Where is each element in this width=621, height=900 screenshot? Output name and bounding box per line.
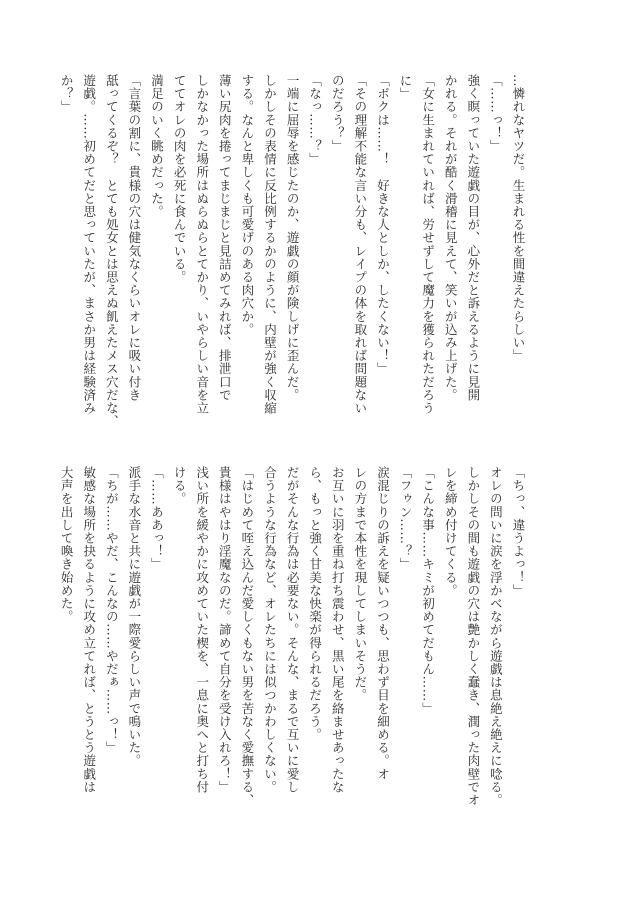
text-line: 大声を出して喚き始めた。 <box>59 466 75 624</box>
text-line: 合うような行為など、オレたちには似つかわしくない。 <box>262 466 278 794</box>
text-line: 浅い所を緩やかに攻めていた楔を、一息に奥へと打ち付 <box>194 466 210 794</box>
text-line: 舐ってくるぞ？ とても処女とは思えぬ飢えたメス穴だな、 <box>104 74 120 428</box>
text-line: しかしその間も遊戯の穴は艶かしく蠢き、潤った肉壁でオ <box>465 466 481 807</box>
text-line: しかしその表情に反比例するかのように、内壁が強く収縮 <box>262 74 278 415</box>
text-line: かれる。それが酷く滑稽に見えて、笑いが込み上げた。 <box>443 74 459 402</box>
text-line: レを締め付けてくる。 <box>443 466 459 597</box>
text-line: ら、もっと強く甘美な快楽が得られるだろう。 <box>307 466 323 742</box>
text-line: 「女に生まれていれば、労せずして魔力を獲られただろう <box>420 74 436 415</box>
text-line: レの方まで本性を現してしまいそうだ。 <box>352 466 368 702</box>
text-line: オレの問いに涙を浮かべながら遊戯は息絶え絶えに唸る。 <box>488 466 504 807</box>
text-line: 「ちっ、違うよっ！」 <box>511 466 526 597</box>
text-line: 「フゥン……？」 <box>398 466 414 571</box>
text-line: ける。 <box>172 466 188 506</box>
text-line: 「ボクは……！ 好きな人としか、したくない！」 <box>375 74 391 376</box>
text-line: 薄い尻肉を捲ってまじまじと見詰めてみれば、排泄口で <box>217 74 233 402</box>
text-line: 遊戯。……初めてだと思っていたが、まさか男は経験済み <box>81 74 97 415</box>
text-line: に」 <box>398 74 414 101</box>
text-line: …憐れなヤツだ。生まれる性を間違えたらしい」 <box>511 74 526 363</box>
text-line: 「……っ！」 <box>488 74 504 153</box>
text-line: 「ちが……やだ、こんなの……やだぁ……っ！」 <box>104 466 120 755</box>
text-line: しかなかった場所はぬらぬらとてかり、いやらしい音を立 <box>194 74 210 415</box>
text-line: 「こんな事……キミが初めてだもん……」 <box>420 466 436 715</box>
text-line: 「……ああっ！」 <box>149 466 165 571</box>
text-line: 涙混じりの訴えを疑いつつも、思わず目を細める。オ <box>375 466 391 781</box>
text-line: 満足のいく眺めだった。 <box>149 74 165 219</box>
text-line: か？」 <box>59 74 75 114</box>
text-line: 「その理解不能な言い分も、レイプの体を取れば問題ない <box>352 74 368 415</box>
text-line: 敏感な場所を抉るように攻め立てれば、とうとう遊戯は <box>81 466 97 794</box>
text-line: する。なんと卑しくも可愛げのある肉穴か。 <box>239 74 255 336</box>
text-block-top <box>55 74 529 429</box>
text-line: のだろう？」 <box>330 74 346 153</box>
text-line: お互いに羽を重ね打ち震わせ、黒い尾を絡ませあったな <box>330 466 346 794</box>
text-line: 一端に屈辱を感じたのか、遊戯の顔が険しげに歪んだ。 <box>285 74 301 402</box>
text-line: 派手な水音と共に遊戯が一際愛らしい声で鳴いた。 <box>126 466 142 768</box>
text-line: 「はじめて咥え込んだ愛しくもない男を苦なく愛撫する、 <box>239 466 255 807</box>
text-line: 貴様はやはり淫魔なのだ。諦めて自分を受け入れろ！」 <box>217 466 233 794</box>
text-line: 強く瞑っていた遊戯の目が、心外だと訴えるように見開 <box>465 74 481 402</box>
text-line: ててオレの肉を必死に食んでいる。 <box>172 74 188 284</box>
text-block-bottom <box>55 466 529 828</box>
text-line: だがそんな行為は必要ない。そんな、まるで互いに愛し <box>285 466 301 794</box>
text-line: 「言葉の割に、貴様の穴は健気なくらいオレに吸い付き <box>126 74 142 402</box>
text-line: 「なっ……？」 <box>307 74 323 166</box>
